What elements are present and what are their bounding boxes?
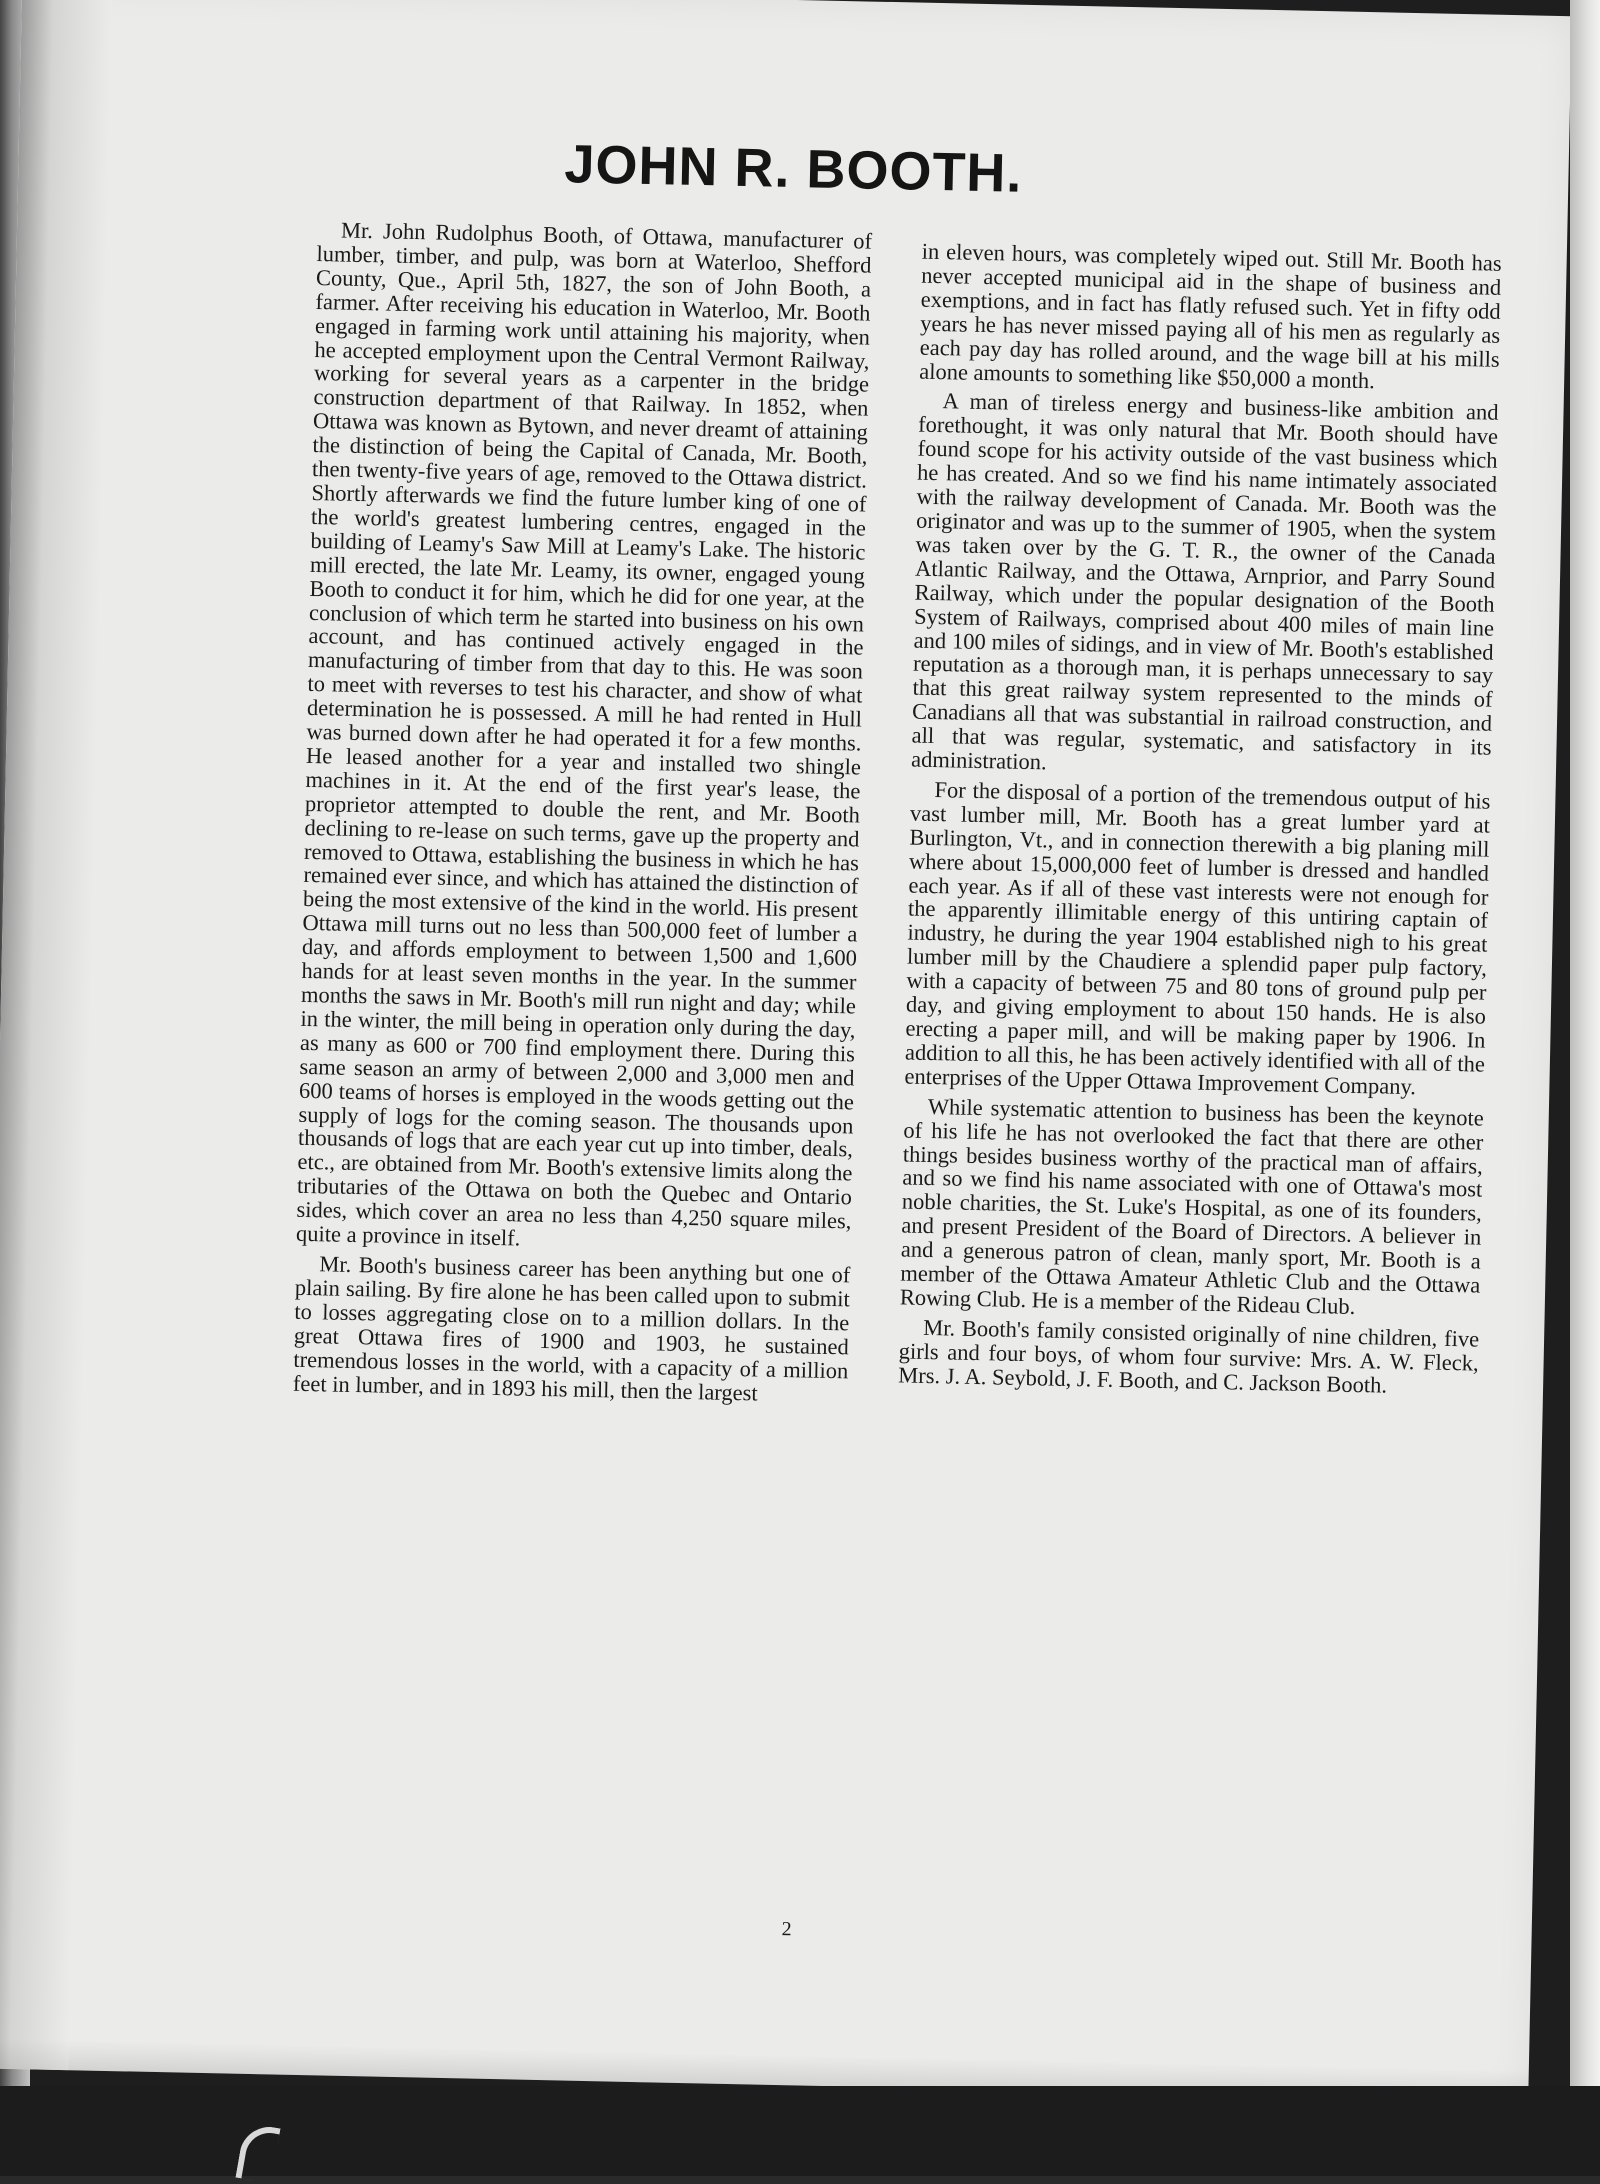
paragraph: While systematic attention to business has been the keynote of his life he has not overlooked the fact that there are other things besides business worthy of the practical man of affairs, and so we find his name associated with one of Ottawa's most noble charities, the St. Luke's Hospital, as one of its founders, and present President of the Board of Directors. A believer in and a generous patron of clean, manly sport, Mr. Booth is a member of the Ottawa Amateur Athletic Club and the Ottawa Rowing Club. He is a member of the Rideau Club. [899, 1093, 1485, 1319]
article-title: JOHN R. BOOTH. [563, 134, 1024, 204]
page-number: 2 [781, 1918, 792, 1941]
paragraph: For the disposal of a portion of the tremendous output of his vast lumber mill, Mr. Booth has a great lumber yard at Burlington, Vt., and in connection therewith a big planing mill where about 15,000,000 feet of lumber is dressed and handled each year. As if all of these vast interests were not enough for the apparently illimitable energy of this untiring captain of industry, he during the year 1904 established nigh to his great lumber mill by the Chaudiere a splendid paper pulp factory, with a capacity of between 75 and 80 tons of ground pulp per day, and giving employment to about 150 hands. He is also erecting a paper mill, and will be making paper by 1906. In addition to all this, he has been actively identified with all of the enterprises of the Upper Ottawa Improvement Company. [904, 776, 1491, 1100]
paragraph: A man of tireless energy and business-like ambition and forethought, it was only natural that Mr. Booth should have found scope for his activity outside of the vast business which he has created. And so we find his name intimately associated with the railway development of Canada. Mr. Booth was the originator and was up to the summer of 1905, when the system was taken over by the G. T. R., the owner of the Canada Atlantic Railway, and the Ottawa, Arnprior, and Parry Sound Railway, which under the popular designation of the Booth System of Railways, comprised about 400 miles of main line and 100 miles of sidings, and in view of Mr. Booth's established reputation as a thorough man, it is perhaps unnecessary to say that this great railway system represented to the minds of Canadians all that was substantial in railroad construction, and all that was regular, systematic, and satisfactory in its administration. [910, 388, 1499, 775]
adjacent-page-edge [1570, 0, 1600, 2176]
paragraph: Mr. Booth's family consisted originally of nine children, five girls and four boys, of whom four survive: Mrs. A. W. Fleck, Mrs. J. A. Seybold, J. F. Booth, and C. Jackson Booth. [897, 1314, 1480, 1398]
paragraph-continuation: in eleven hours, was completely wiped out. Still Mr. Booth has never accepted municipal aid in the shape of business and exemptions, and in fact has flatly refused such. Yet in fifty odd years he has never missed paying all of his men as regularly as each pay day has rolled around, and the wage bill at his mills alone amounts to something like $50,000 a month. [919, 238, 1502, 393]
paragraph: Mr. John Rudolphus Booth, of Ottawa, manufacturer of lumber, timber, and pulp, was born at Waterloo, Shefford County, Que., April 5th, 1827, the son of John Booth, a farmer. After receiving his education in Waterloo, Mr. Booth engaged in farming work until attaining his majority, when he accepted employment upon the Central Vermont Railway, working for several years as a carpenter in the bridge construction department of that Railway. In 1852, when Ottawa was known as Bytown, and never dreamt of attaining the distinction of being the Capital of Canada, Mr. Booth, then twenty-five years of age, removed to the Ottawa district. Shortly afterwards we find the future lumber king of one of the world's greatest lumbering centres, engaged in the building of Leamy's Saw Mill at Leamy's Lake. The historic mill erected, the late Mr. Leamy, its owner, engaged young Booth to conduct it for him, which he did for one year, at the conclusion of which term he started into business on his own account, and has continued actively engaged in the manufacturing of timber from that day to this. He was soon to meet with reverses to test his character, and show of what determination he is possessed. A mill he had rented in Hull was burned down after he had operated it for a few months. He leased another for a year and installed two shingle machines in it. At the end of the first year's lease, the proprietor attempted to double the rent, and Mr. Booth declining to re-lease on such terms, gave up the property and removed to Ottawa, establishing the business in which he has remained ever since, and which has attained the distinction of being the most extensive of the kind in the world. His present Ottawa mill turns out no less than 500,000 feet of lumber a day, and affords employment to between 1,500 and 1,600 hands for at least seven months in the year. In the summer months the saws in Mr. Booth's mill run night and day; while in the winter, the mill being in operation only during the day, as many as 600 or 700 find employment there. During this same season an army of between 2,000 and 3,000 men and 600 teams of horses is employed in the woods getting out the supply of logs for the coming season. The thousands upon thousands of logs that are each year cut up into timber, deals, etc., are obtained from Mr. Booth's extensive limits along the tributaries of the Ottawa on both the Quebec and Ontario sides, which cover an area no less than 4,250 square miles, quite a province in itself. [295, 217, 873, 1251]
left-column [293, 218, 873, 1413]
page-spine-shadow [0, 0, 112, 2070]
paragraph: Mr. Booth's business career has been anything but one of plain sailing. By fire alone he has been called upon to submit to losses aggregating close on to a million dollars. In the great Ottawa fires of 1900 and 1903, he sustained tremendous losses in the world, with a capacity of a million feet in lumber, and in 1893 his mill, then the largest [292, 1251, 851, 1405]
right-column [898, 240, 1502, 1405]
